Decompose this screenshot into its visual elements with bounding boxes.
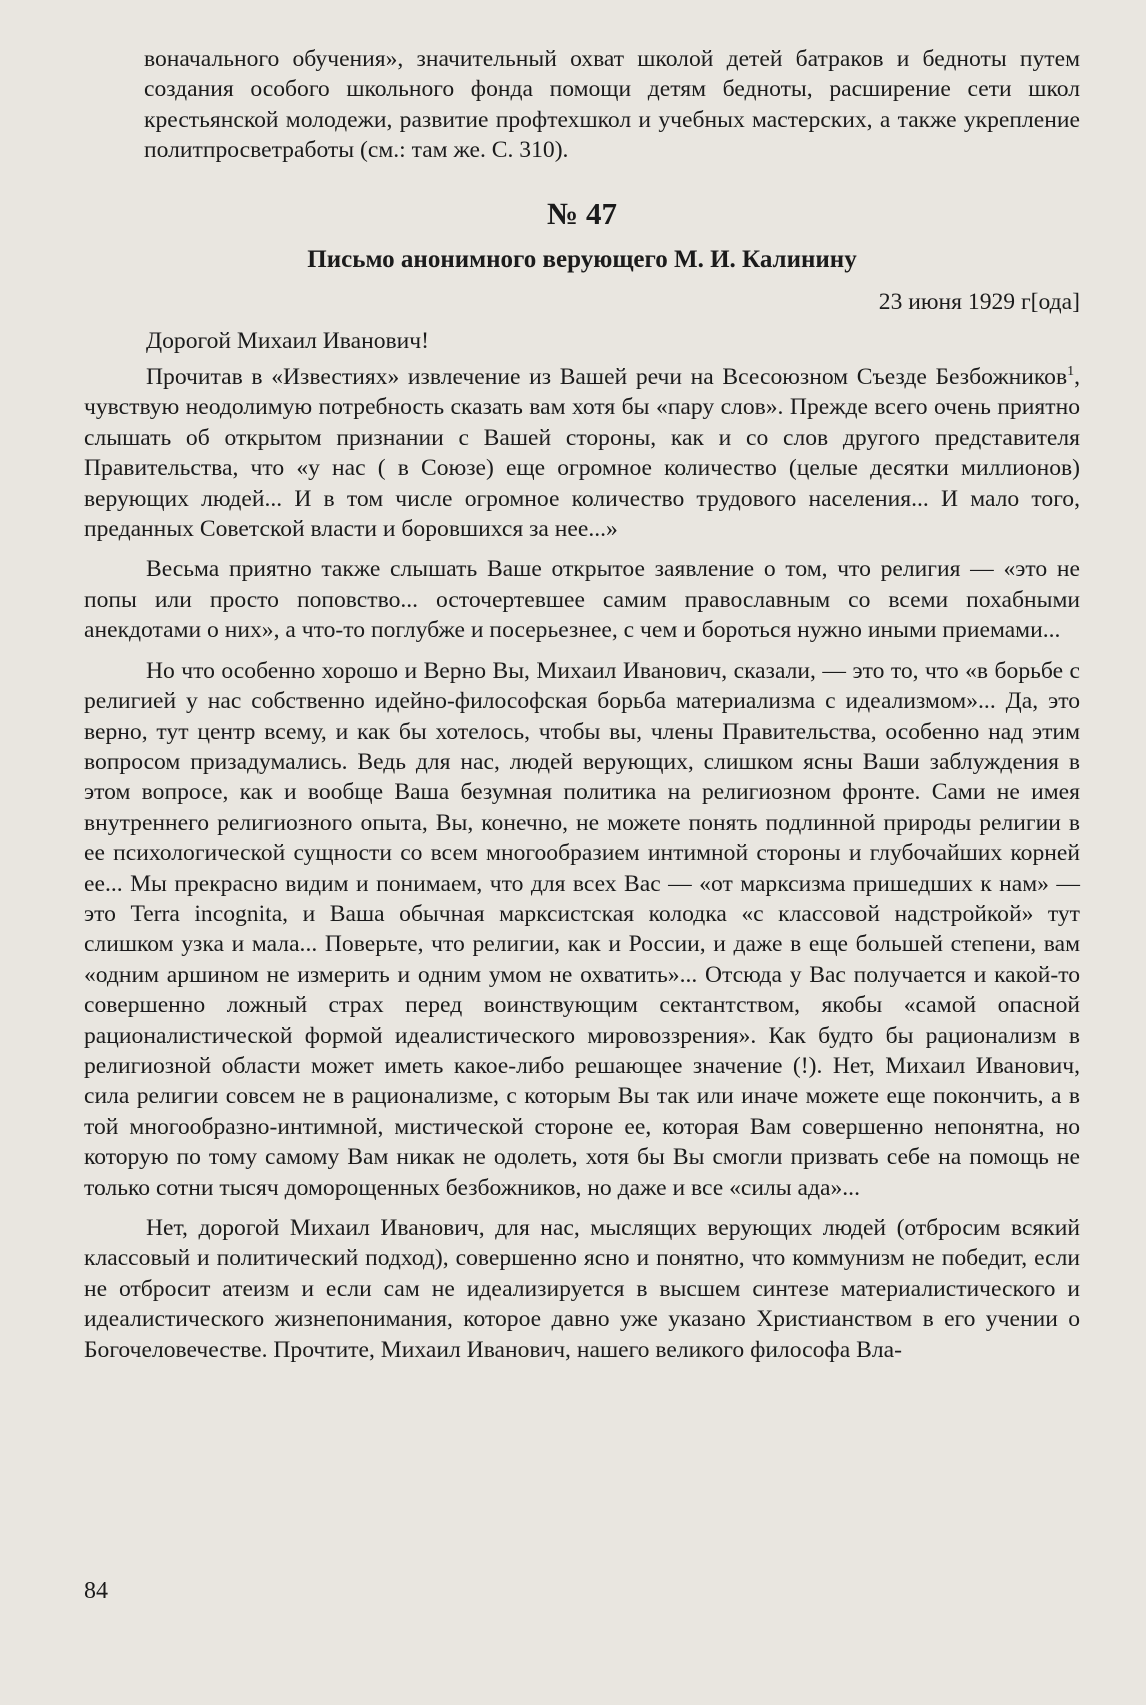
letter-paragraph-4: Нет, дорогой Михаил Иванович, для нас, мыслящих верующих людей (отбросим всякий классовый и политический подход), совершенно ясно и понятно, что коммунизм не победит, если не отбросит атеизм и если сам не идеализируется в высшем синтезе материалистического и идеалистического жизнепонимания, которое давно уже указано Христианством в его учении о Богочеловечестве. Прочтите, Михаил Иванович, нашего великого философа Вла- xyxy=(84,1215,1080,1363)
page-number: 84 xyxy=(84,1578,108,1604)
footnote-marker: 1 xyxy=(1067,364,1075,380)
letter-paragraph-3: Но что особенно хорошо и Верно Вы, Михаил Иванович, сказали, — это то, что «в борьбе с религией у нас собственно идейно-философская борьба материализма с идеализмом»... Да, это верно, тут центр всему, и как бы хотелось, чтобы вы, члены Правительства, особенно над этим вопросом призадумались. Ведь для нас, людей верующих, слишком ясны Ваши заблуждения в этом вопросе, как и вообще Ваша безумная политика на религиозном фронте. Сами не имея внутреннего религиозного опыта, Вы, конечно, не можете понять подлинной природы религии в ее психологической сущности со всем многообразием интимной стороны и глубочайших корней ее... Мы прекрасно видим и понимаем, что для всех Вас — «от марксизма пришедших к нам» — это Terra incognita, и Ваша обычная марксистская колодка «с классовой надстройкой» тут слишком узка и мала... Поверьте, что религии, как и России, и даже в еще большей степени, вам «одним аршином не измерить и одним умом не охватить»... Отсюда у Вас получается и какой-то совершенно ложный страх перед воинствующим сектантством, якобы «самой опасной рационалистической формой идеалистического мировоззрения». Как будто бы рационализм в религиозной области может иметь какое-либо решающее значение (!). Нет, Михаил Иванович, сила религии совсем не в рационализме, с которым Вы так или иначе можете еще покончить, а в той многообразно-интимной, мистической стороне ее, которая Вам совершенно непонятна, но которую по тому самому Вам никак не одолеть, хотя бы Вы смогли призвать себе на помощь не только сотни тысяч доморощенных безбожников, но даже и все «силы ада»... xyxy=(84,657,1080,1201)
letter-paragraph-1 xyxy=(84,362,1080,544)
salutation: Дорогой Михаил Иванович! xyxy=(146,327,430,354)
paragraph-1-text-start: Прочитав в «Известиях» извлечение из Вашей речи на Всесоюзном Съезде Безбожников xyxy=(146,364,1068,391)
document-number: № 47 xyxy=(547,195,617,231)
letter-paragraph-2: Весьма приятно также слышать Ваше открытое заявление о том, что религия — «это не попы или просто поповство... осточертевшее самим православным со всеми похабными анекдотами о них», а что-то поглубже и посерьезнее, с чем и бороться нужно иными приемами... xyxy=(84,556,1080,644)
document-date: 23 июня 1929 г[ода] xyxy=(878,288,1080,315)
paragraph-1-text-end: , чувствую неодолимую потребность сказать вам хотя бы «пару слов». Прежде всего очень приятно слышать об открытом признании с Вашей стороны, как и со слов другого представителя Правительства, что «у нас ( в Союзе) еще огромное количество (целые десятки миллионов) верующих людей... И в том числе огромное количество трудового населения... И мало того, преданных Советской власти и боровшихся за нее...» xyxy=(84,364,1080,543)
document-title: Письмо анонимного верующего М. И. Калинину xyxy=(307,245,857,273)
continuation-paragraph: воначального обучения», значительный охват школой детей батраков и бедноты путем создания особого школьного фонда помощи детям бедноты, расширение сети школ крестьянской молодежи, развитие профтехшкол и учебных мастерских, а также укрепление политпросветработы (см.: там же. С. 310). xyxy=(144,46,1080,164)
